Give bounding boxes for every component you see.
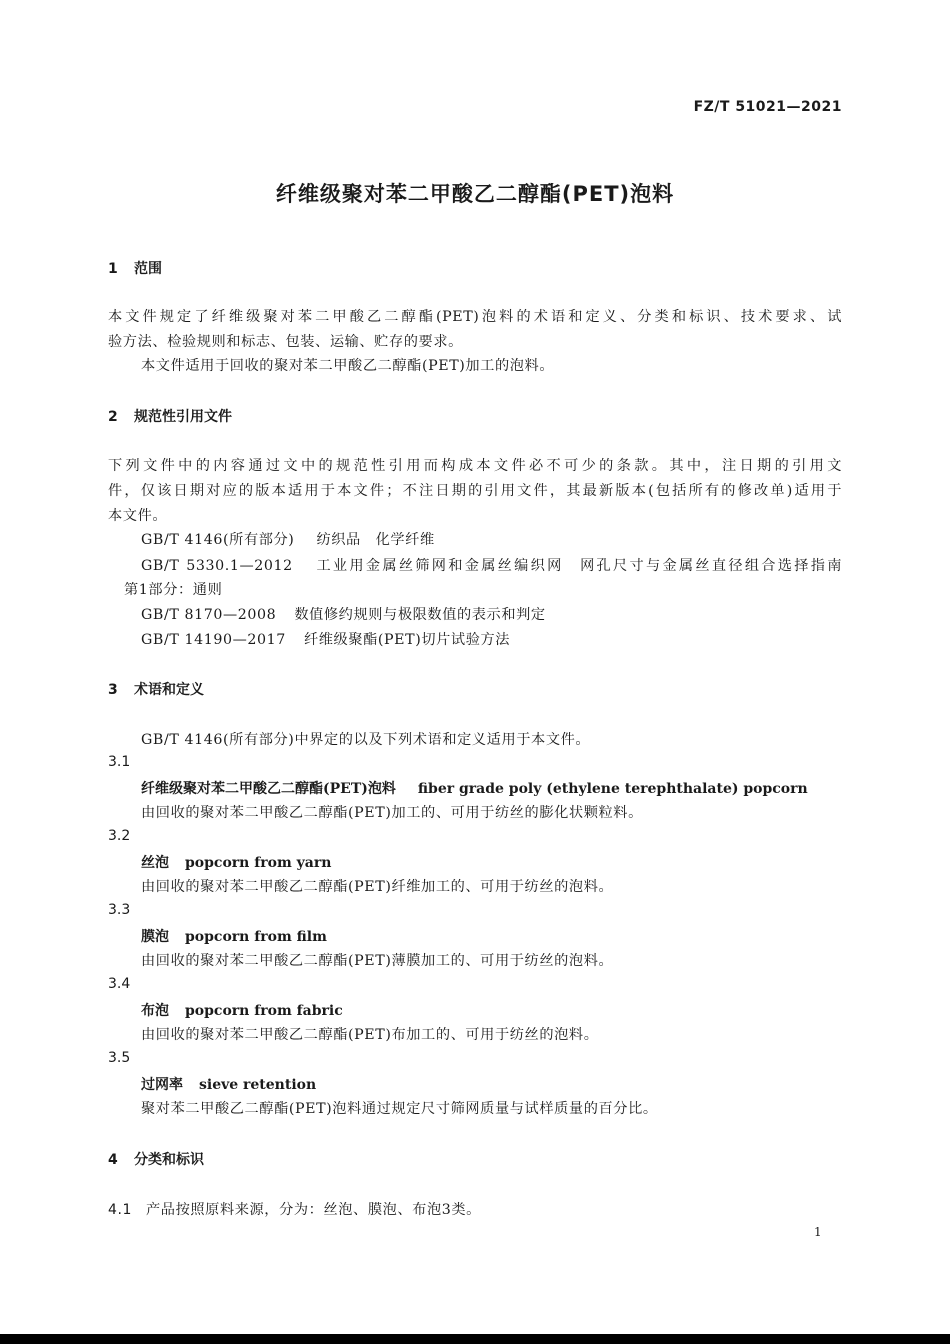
standard-number: FZ/T 51021—2021: [693, 99, 842, 115]
term-en: sieve retention: [199, 1077, 317, 1093]
term-zh: 膜泡: [141, 929, 169, 945]
section-2-heading: [108, 406, 232, 426]
page-number: 1: [814, 1225, 822, 1239]
section-4-title: 分类和标识: [134, 1152, 204, 1168]
section-1-para2: 本文件适用于回收的聚对苯二甲酸乙二醇酯(PET)加工的泡料。: [141, 358, 555, 374]
section-1-number: 1: [108, 261, 118, 277]
term-en: fiber grade poly (ethylene terephthalate) popcorn: [417, 781, 808, 797]
term-definition: 由回收的聚对苯二甲酸乙二醇酯(PET)纤维加工的、可用于纺丝的泡料。: [141, 879, 614, 895]
reference-item: [141, 555, 842, 575]
section-4-heading: [108, 1149, 204, 1169]
term-en: popcorn from fabric: [185, 1003, 343, 1019]
section-2-para-line3: 本文件。: [108, 508, 168, 524]
section-1-title: 范围: [134, 261, 162, 277]
term-en: popcorn from film: [185, 929, 327, 945]
section-2-para-line2: 件，仅该日期对应的版本适用于本文件；不注日期的引用文件，其最新版本(包括所有的修改单)适用于: [108, 483, 842, 499]
section-1-heading: [108, 258, 162, 278]
reference-item: [141, 529, 435, 549]
reference-code: GB/T 4146(所有部分): [141, 532, 295, 548]
term-heading: [141, 778, 808, 798]
term-heading: [141, 926, 327, 946]
term-heading: [141, 1000, 343, 1020]
term-heading: [141, 1074, 316, 1094]
document-title: 纤维级聚对苯二甲酸乙二醇酯(PET)泡料: [275, 182, 675, 206]
term-definition: 由回收的聚对苯二甲酸乙二醇酯(PET)加工的、可用于纺丝的膨化状颗粒料。: [141, 805, 643, 821]
term-number: 3.2: [108, 828, 131, 844]
section-3-number: 3: [108, 682, 118, 698]
section-4-number: 4: [108, 1152, 118, 1168]
term-definition: 由回收的聚对苯二甲酸乙二醇酯(PET)薄膜加工的、可用于纺丝的泡料。: [141, 953, 614, 969]
section-2-title: 规范性引用文件: [134, 409, 232, 425]
section-3-heading: [108, 679, 204, 699]
term-number: 3.4: [108, 976, 131, 992]
reference-title: 工业用金属丝筛网和金属丝编织网 网孔尺寸与金属丝直径组合选择指南: [314, 558, 842, 574]
reference-item: [141, 604, 546, 624]
reference-title: 数值修约规则与极限数值的表示和判定: [294, 607, 546, 623]
section-2-number: 2: [108, 409, 118, 425]
clause-number: 4.1: [108, 1202, 133, 1218]
bottom-edge-rule: [0, 1334, 950, 1344]
section-2-para-line1: 下列文件中的内容通过文中的规范性引用而构成本文件必不可少的条款。其中，注日期的引用文: [108, 458, 842, 474]
reference-title-continuation: 第1部分：通则: [124, 582, 223, 598]
reference-code: GB/T 5330.1—2012: [141, 558, 293, 574]
section-3-intro: GB/T 4146(所有部分)中界定的以及下列术语和定义适用于本文件。: [141, 732, 591, 748]
term-number: 3.3: [108, 902, 131, 918]
term-zh: 布泡: [141, 1003, 169, 1019]
reference-item: [141, 629, 510, 649]
term-heading: [141, 852, 331, 872]
clause-4-1: [108, 1199, 481, 1219]
term-number: 3.5: [108, 1050, 131, 1066]
term-zh: 过网率: [141, 1077, 183, 1093]
section-1-para1-line2: 验方法、检验规则和标志、包装、运输、贮存的要求。: [108, 334, 463, 350]
term-zh: 丝泡: [141, 855, 169, 871]
section-3-title: 术语和定义: [134, 682, 204, 698]
term-en: popcorn from yarn: [185, 855, 332, 871]
reference-title: 纺织品 化学纤维: [316, 532, 435, 548]
section-1-para1-line1: 本文件规定了纤维级聚对苯二甲酸乙二醇酯(PET)泡料的术语和定义、分类和标识、技术要求、试: [108, 309, 842, 325]
clause-text: 产品按照原料来源，分为：丝泡、膜泡、布泡3类。: [146, 1202, 481, 1218]
term-definition: 聚对苯二甲酸乙二醇酯(PET)泡料通过规定尺寸筛网质量与试样质量的百分比。: [141, 1101, 658, 1117]
term-number: 3.1: [108, 754, 131, 770]
reference-title: 纤维级聚酯(PET)切片试验方法: [303, 632, 511, 648]
term-zh: 纤维级聚对苯二甲酸乙二醇酯(PET)泡料: [141, 781, 396, 797]
reference-code: GB/T 8170—2008: [141, 607, 277, 623]
reference-code: GB/T 14190—2017: [141, 632, 286, 648]
term-definition: 由回收的聚对苯二甲酸乙二醇酯(PET)布加工的、可用于纺丝的泡料。: [141, 1027, 599, 1043]
